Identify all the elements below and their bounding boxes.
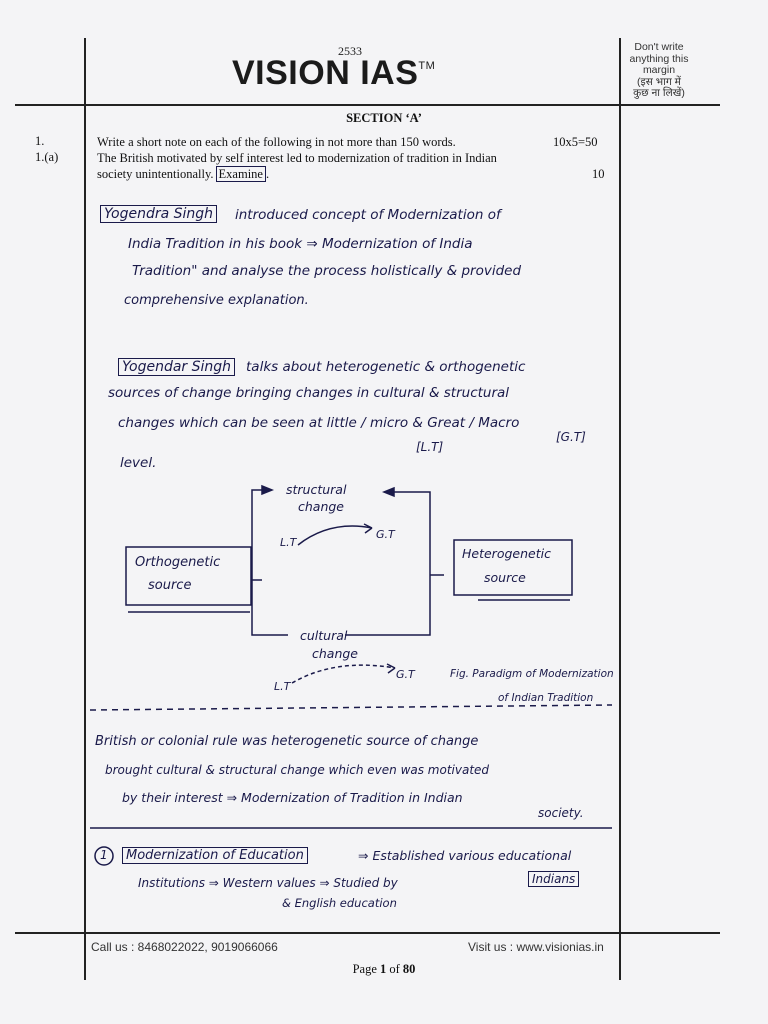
answer-p1-box: Yogendra Singh [100,205,217,223]
answer-p2-line: sources of change bringing changes in cultural & structural [108,385,510,401]
page-current: 1 [380,962,387,976]
arrowhead [364,524,372,533]
answer-p2-line: talks about heterogenetic & orthogenetic [246,359,526,375]
answer-p1-line: Tradition" and analyse the process holistically & provided [132,263,522,279]
diagram-lt-label: L.T [280,536,297,549]
point-line: ⇒ Established various educational [358,848,572,863]
answer-p2-box: Yogendar Singh [118,358,235,376]
footer-website: Visit us : www.visionias.in [468,940,604,954]
page-of: of [389,962,400,976]
diagram-caption: of Indian Tradition [498,692,594,704]
section-title: SECTION ‘A’ [346,111,422,125]
diagram-lt-label: L.T [274,680,291,693]
page-label: Page [352,962,377,976]
point-line: & English education [282,896,397,910]
page-total: 80 [402,962,416,976]
margin-note-line: (इस भाग में [637,75,681,88]
point-indians-box: Indians [528,871,579,887]
answer-p2-line: level. [120,455,157,471]
diagram-caption: Fig. Paradigm of Modernization [450,668,614,680]
diagram-right-label: source [484,570,526,585]
dashed-separator [90,705,612,710]
question-instruction: Write a short note on each of the following in not more than 150 words. [97,135,456,149]
diagram-gt-label: G.T [396,668,415,681]
answer-p3-line: by their interest ⇒ Modernization of Tradition in Indian [122,790,463,805]
diagram-top-label: structural [286,482,347,497]
point-number: 1 [100,848,108,862]
margin-note-line: anything this [629,52,689,65]
top-curve-arrow [298,526,372,545]
answer-p1-line: comprehensive explanation. [124,293,309,308]
page-number [0,962,768,977]
diagram-left-label: Orthogenetic [135,555,221,570]
right-bracket-line [345,492,430,635]
answer-p1-line: India Tradition in his book ⇒ Modernization of India [128,236,473,252]
sub-question-line1: The British motivated by self interest led to modernization of tradition in Indian [97,151,497,165]
margin-note-line: कुछ ना लिखें) [633,87,685,99]
question-number: 1. [35,134,45,148]
answer-p3-line: British or colonial rule was heterogenetic source of change [95,734,479,749]
directive-word: Examine [216,166,266,182]
trademark: TM [418,60,436,72]
margin-note-line: Don't write [634,41,684,53]
arrowhead [384,488,394,496]
bottom-curve-arrow [292,665,395,683]
footer-call: Call us : 8468022022, 9019066066 [91,940,278,954]
question-marks: 10x5=50 [553,135,598,149]
answer-p3-line: brought cultural & structural change which even was motivated [105,763,490,777]
sub-question-end: . [265,167,270,181]
diagram-bottom-label: change [312,646,359,661]
diagram-right-label: Heterogenetic [462,546,551,561]
diagram-top-label: change [298,499,345,514]
paper-code: 2533 [338,44,362,58]
answer-p2-tag: [G.T] [556,430,586,444]
arrowhead [387,664,395,673]
diagram-bottom-label: cultural [300,628,348,643]
answer-p2-line: changes which can be seen at little / micro & Great / Macro [118,415,520,431]
point-heading-box: Modernization of Education [122,847,308,864]
point-line: Institutions ⇒ Western values ⇒ Studied by [138,876,398,890]
arrowhead [262,486,272,494]
left-bracket-line [252,490,288,635]
answer-p3-line: society. [538,806,584,820]
diagram-left-label: source [148,578,192,593]
sub-question-marks: 10 [592,167,605,181]
brand-name: VISION IAS [232,54,419,92]
diagram-gt-label: G.T [376,528,395,541]
answer-p1-line: introduced concept of Modernization of [235,207,501,223]
margin-note-line: margin [642,64,676,76]
answer-p2-tag: [L.T] [416,440,444,454]
sub-question-number: 1.(a) [35,150,59,164]
sub-question-text: society unintentionally. [97,167,214,181]
